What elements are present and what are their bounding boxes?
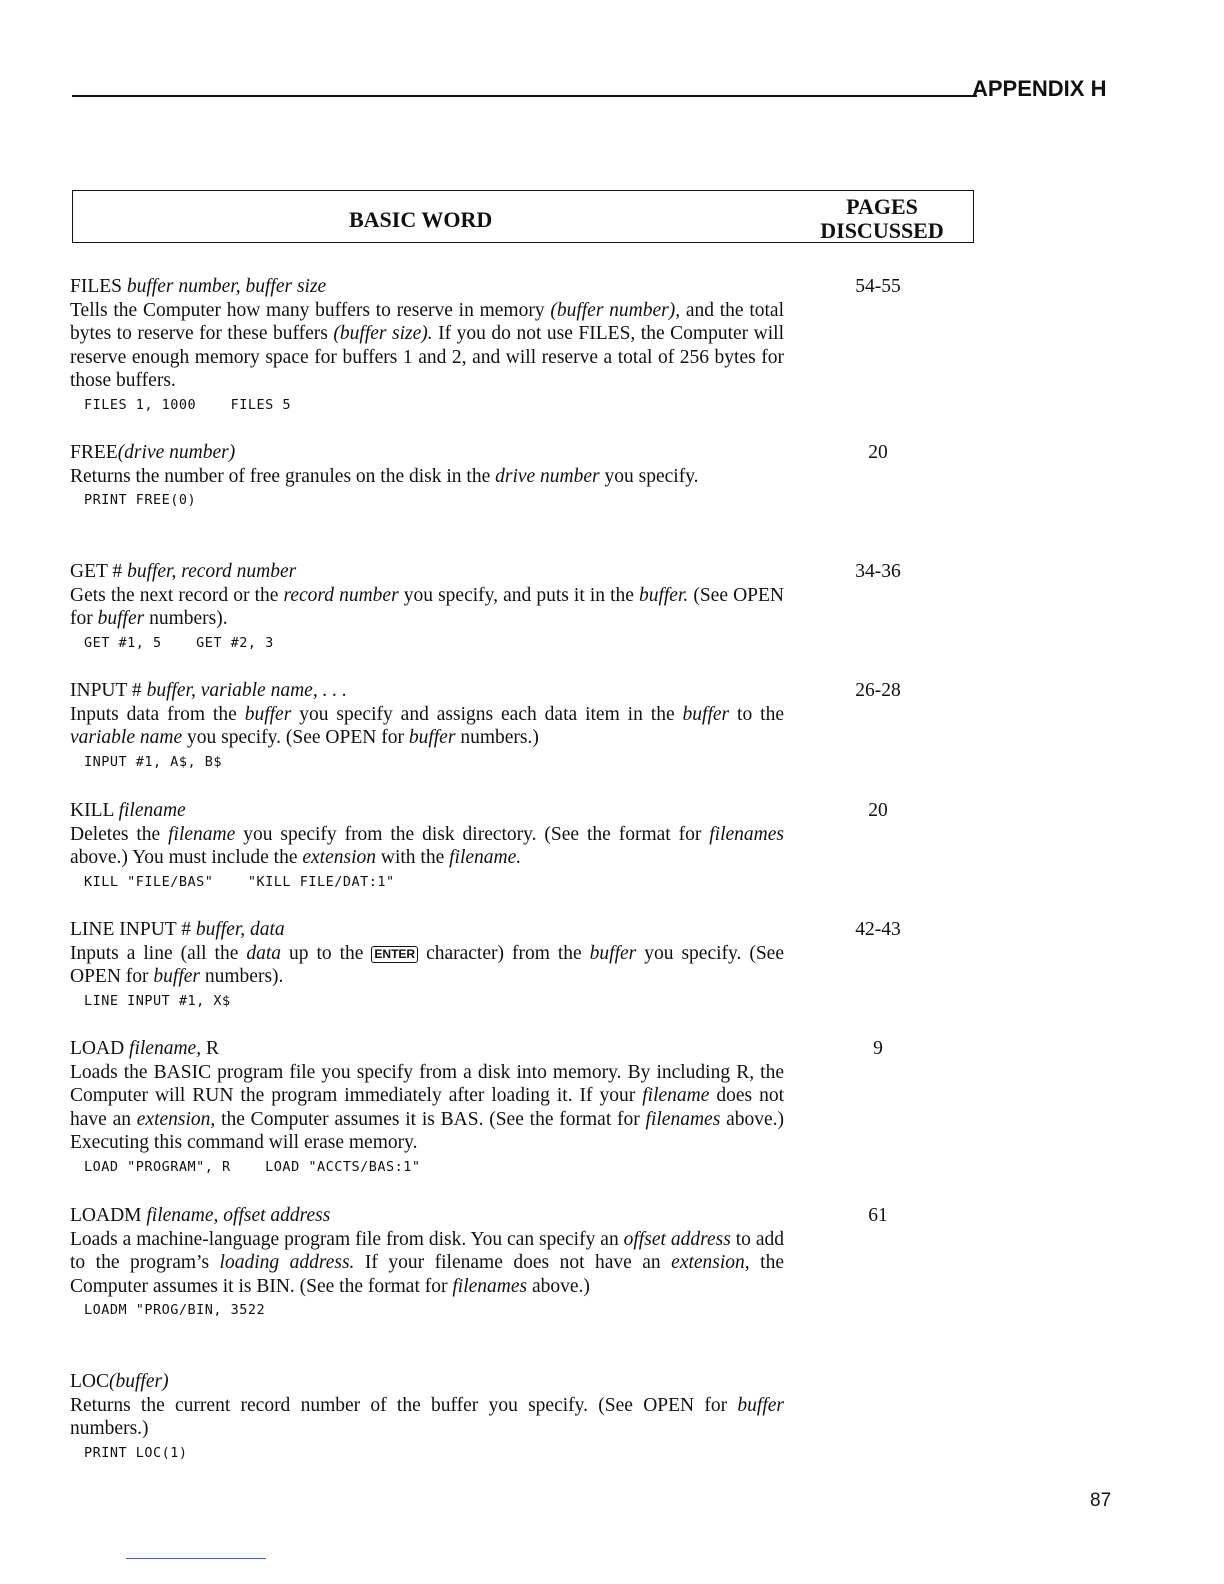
entry-pages: 54-55: [855, 276, 901, 297]
appendix-title: APPENDIX H: [972, 76, 1107, 101]
entry-example: LOAD "PROGRAM", R LOAD "ACCTS/BAS:1": [84, 1158, 421, 1175]
entry-syntax: LINE INPUT # buffer, data: [70, 919, 285, 940]
entry-example: PRINT LOC(1): [84, 1444, 188, 1461]
entry-example: GET #1, 5 GET #2, 3: [84, 634, 274, 651]
entry-pages: 34-36: [855, 561, 901, 582]
entry-description: Loads the BASIC program file you specify from a disk into memory. By including R, the Computer will RUN the program immediately after loading it. If your filename does not have an extension, the Computer assumes it is BAS. (See the format for filenames above.) Executing this command will erase memory.: [70, 1061, 785, 1153]
entry-example: KILL "FILE/BAS" "KILL FILE/DAT:1": [84, 873, 395, 890]
entry-syntax: LOAD filename, R: [70, 1038, 219, 1059]
entry-input: [70, 679, 950, 774]
entry-load: [70, 1037, 950, 1179]
entry-pages: 42-43: [855, 919, 901, 940]
entry-get: [70, 560, 950, 655]
entry-syntax: LOADM filename, offset address: [70, 1205, 331, 1226]
entry-example: LINE INPUT #1, X$: [84, 992, 231, 1009]
header-rule: [72, 95, 977, 97]
entry-pages: 20: [868, 442, 888, 463]
entry-example: LOADM "PROG/BIN, 3522: [84, 1302, 266, 1318]
entry-loadm: [70, 1204, 950, 1323]
entry-example: PRINT FREE(0): [84, 492, 197, 508]
enter-key-icon: ENTER: [371, 946, 418, 963]
entry-description: Returns the current record number of the buffer you specify. (See OPEN for buffer numbers.): [70, 1394, 784, 1439]
entry-free: [70, 441, 950, 513]
footer-rule: [126, 1558, 266, 1559]
entry-syntax: FILES buffer number, buffer size: [70, 276, 327, 297]
entry-description: Inputs data from the buffer you specify and assigns each data item in the buffer to the variable name you specify. (See OPEN for buffer numbers.): [70, 703, 784, 748]
pages-discussed-heading: PAGES DISCUSSED: [820, 194, 944, 243]
entry-description: Deletes the filename you specify from the disk directory. (See the format for filenames above.) You must include the extension with the filename.: [70, 823, 784, 868]
entry-description: Loads a machine-language program file from disk. You can specify an offset address to add to the program’s loading address. If your filename does not have an extension, the Computer assumes it is BIN. (See the format for filenames above.): [70, 1228, 784, 1297]
entry-description: Returns the number of free granules on the disk in the drive number you specify.: [70, 465, 699, 487]
entry-syntax: KILL filename: [70, 800, 186, 821]
table-header: [72, 190, 974, 243]
entry-syntax: GET # buffer, record number: [70, 561, 297, 582]
entry-syntax: FREE(drive number): [70, 442, 236, 463]
entry-pages: 26-28: [855, 680, 901, 701]
entry-pages: 9: [873, 1038, 883, 1059]
entry-syntax: INPUT # buffer, variable name, . . .: [70, 680, 347, 701]
entry-line-input: [70, 918, 950, 1013]
basic-word-heading: BASIC WORD: [349, 207, 493, 232]
entry-description: Gets the next record or the record number you specify, and puts it in the buffer. (See OPEN for buffer numbers).: [70, 584, 784, 629]
entry-example: FILES 1, 1000 FILES 5: [84, 396, 292, 413]
entry-loc: [70, 1370, 950, 1465]
page-number: 87: [1090, 1490, 1112, 1511]
entry-pages: 20: [868, 800, 888, 821]
entry-kill: [70, 799, 950, 894]
entry-description: Tells the Computer how many buffers to reserve in memory (buffer number), and the total bytes to reserve for these buffers (buffer size). If you do not use FILES, the Computer will reserve enough memory space for buffers 1 and 2, and will reserve a total of 256 bytes for those buffers.: [70, 299, 784, 391]
entry-files: [70, 275, 950, 417]
entry-example: INPUT #1, A$, B$: [84, 753, 223, 770]
entry-syntax: LOC(buffer): [70, 1371, 169, 1392]
entry-pages: 61: [868, 1205, 888, 1226]
entry-description: Inputs a line (all the data up to the ENTER character) from the buffer you specify. (See OPEN for buffer numbers).: [70, 942, 784, 987]
